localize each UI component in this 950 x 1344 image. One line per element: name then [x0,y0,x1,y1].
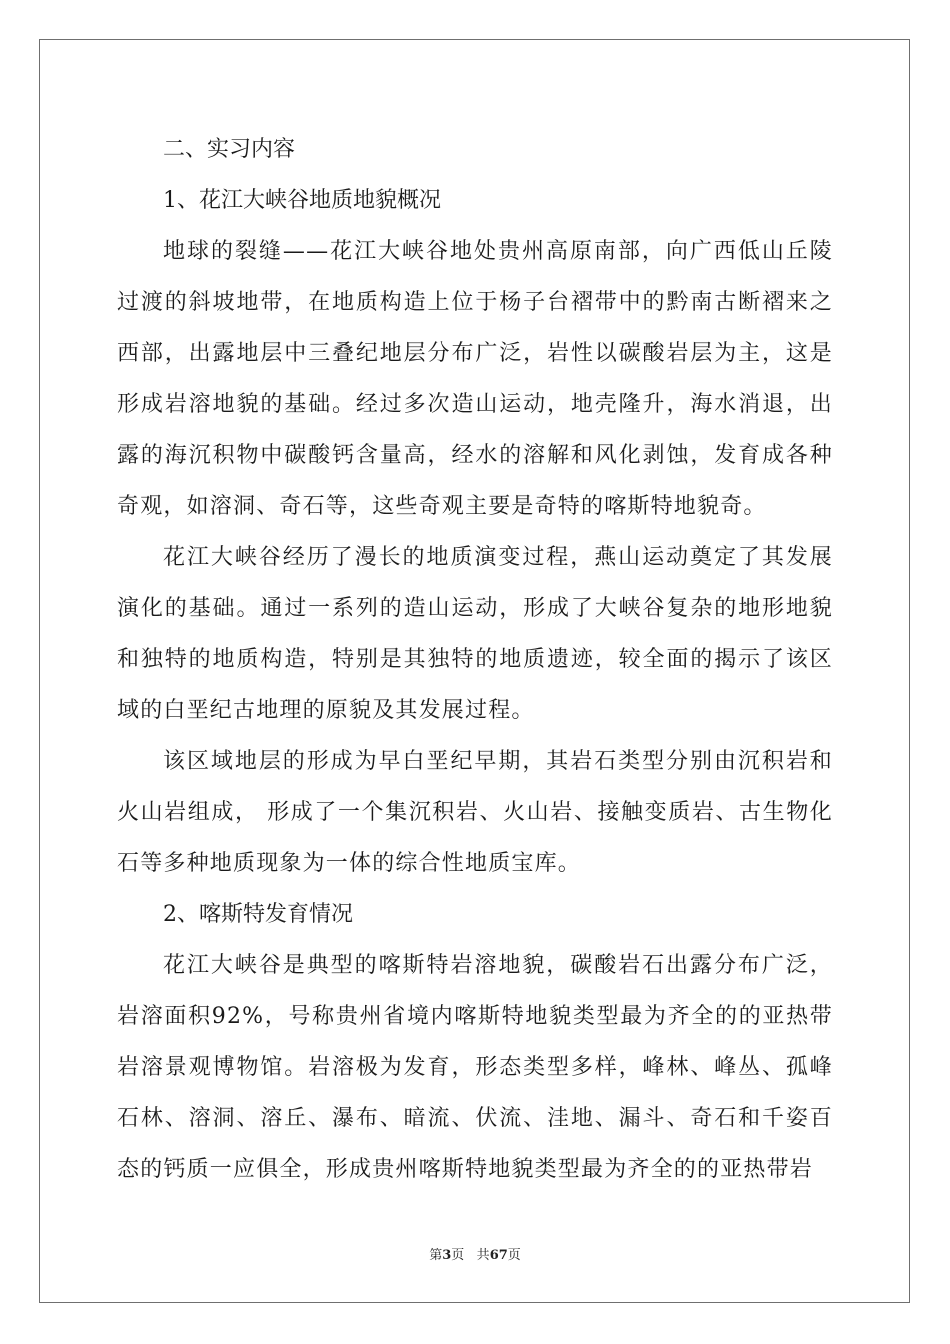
paragraph-geologic-evolution: 花江大峡谷经历了漫长的地质演变过程，燕山运动奠定了其发展演化的基础。通过一系列的造山运动，形成了大峡谷复杂的地形地貌和独特的地质构造，特别是其独特的地质遗迹，较全面的揭示了该区域的白垩纪古地理的原貌及其发展过程。 [117,545,833,723]
subsection-title-geology: 1、花江大峡谷地质地貌概况 [163,188,441,213]
total-pages: 67 [489,1248,508,1263]
page-footer [0,1247,950,1265]
paragraph-geology-overview: 地球的裂缝——花江大峡谷地处贵州高原南部，向广西低山丘陵过渡的斜坡地带，在地质构造上位于杨子台褶带中的黔南古断褶来之西部，出露地层中三叠纪地层分布广泛，岩性以碳酸岩层为主，这是形成岩溶地貌的基础。经过多次造山运动，地壳隆升，海水消退，出露的海沉积物中碳酸钙含量高，经水的溶解和风化剥蚀，发育成各种奇观，如溶洞、奇石等，这些奇观主要是奇特的喀斯特地貌奇。 [117,239,833,519]
total-suffix: 页 [507,1248,521,1263]
paragraph-karst-development: 花江大峡谷是典型的喀斯特岩溶地貌，碳酸岩石出露分布广泛，岩溶面积92%，号称贵州省境内喀斯特地貌类型最为齐全的的亚热带岩溶景观博物馆。岩溶极为发育，形态类型多样，峰林、峰丛、孤峰石林、溶洞、溶丘、瀑布、暗流、伏流、洼地、漏斗、奇石和千姿百态的钙质一应俱全，形成贵州喀斯特地貌类型最为齐全的的亚热带岩 [117,953,833,1182]
document-body [117,124,833,1195]
page-prefix: 第 [429,1248,443,1263]
section-title: 二、实习内容 [163,137,296,162]
total-prefix: 共 [476,1248,490,1263]
page-suffix: 页 [451,1248,465,1263]
paragraph-strata-formation: 该区域地层的形成为早白垩纪早期，其岩石类型分别由沉积岩和火山岩组成， 形成了一个集沉积岩、火山岩、接触变质岩、古生物化石等多种地质现象为一体的综合性地质宝库。 [117,749,833,876]
page-number: 3 [442,1248,452,1263]
subsection-title-karst: 2、喀斯特发育情况 [163,902,353,927]
